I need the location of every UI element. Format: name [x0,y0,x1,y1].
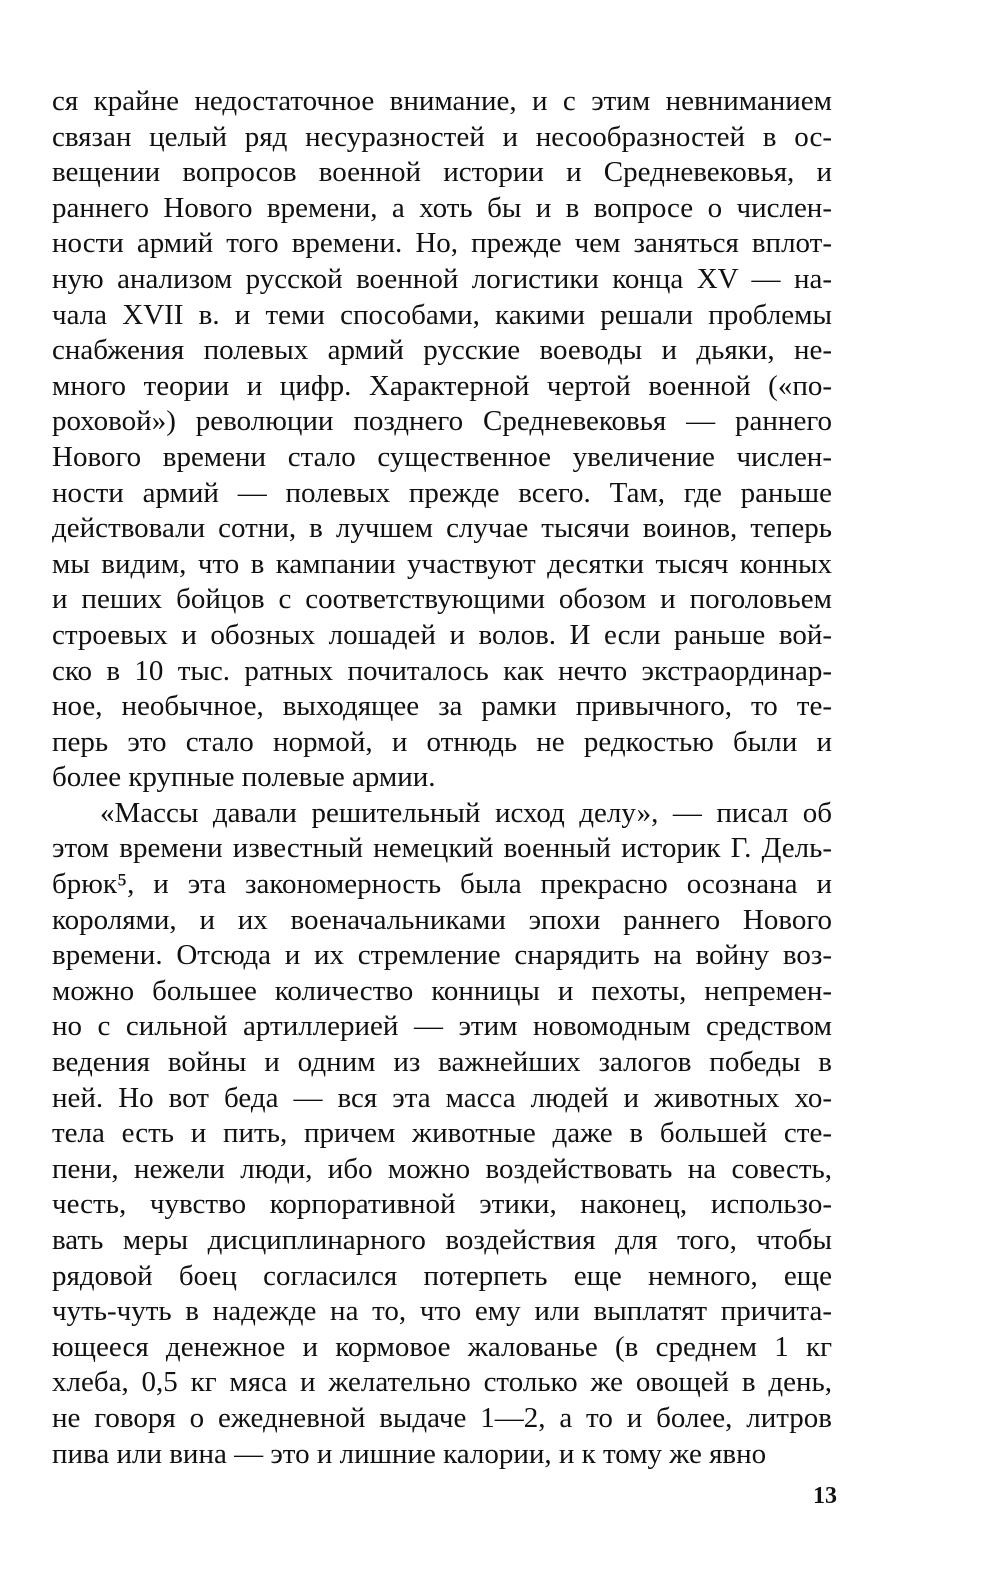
text-line: ности армий того времени. Но, прежде чем заняться вплот- [52,227,832,260]
paragraph [52,84,832,796]
text-line: снабжения полевых армий русские воеводы и дьяки, не- [52,334,832,367]
text-line: раннего Нового времени, а хоть бы и в вопросе о числен- [52,191,832,224]
text-line: ное, необычное, выходящее за рамки привычного, то те- [52,690,832,723]
text-line: пени, нежели люди, ибо можно воздействовать на совесть, [52,1152,832,1185]
text-line: связан целый ряд несуразностей и несообразностей в ос- [52,120,832,153]
text-line: мы видим, что в кампании участвуют десятки тысяч конных [52,547,832,580]
text-line: королями, и их военачальниками эпохи раннего Нового [52,903,832,936]
text-line: хлеба, 0,5 кг мяса и желательно столько же овощей в день, [52,1366,832,1399]
text-line: ско в 10 тыс. ратных почиталось как нечто экстраординар- [52,654,832,687]
text-line: рядовой боец согласился потерпеть еще немного, еще [52,1259,832,1292]
text-line: действовали сотни, в лучшем случае тысячи воинов, теперь [52,512,832,545]
text-line: ведения войны и одним из важнейших залогов победы в [52,1046,832,1079]
text-line: много теории и цифр. Характерной чертой военной («по- [52,369,832,402]
text-line: ности армий — полевых прежде всего. Там, где раньше [52,476,832,509]
text-line: и пеших бойцов с соответствующими обозом и поголовьем [52,583,832,616]
text-line: вещении вопросов военной истории и Средневековья, и [52,156,832,189]
text-line: времени. Отсюда и их стремление снарядить на войну воз- [52,939,832,972]
page-number: 13 [813,1483,837,1509]
text-line: брюк⁵, и эта закономерность была прекрасно осознана и [52,868,832,901]
text-line: вать меры дисциплинарного воздействия для того, чтобы [52,1224,832,1256]
text-line: не говоря о ежедневной выдаче 1—2, а то и более, литров [52,1401,832,1434]
text-line: пива или вина — это и лишние калории, и к тому же явно [52,1437,767,1470]
text-line: ющееся денежное и кормовое жалованье (в среднем 1 кг [52,1330,832,1363]
text-line: «Массы давали решительный исход делу», — писал об [100,796,832,829]
text-line: ся крайне недостаточное внимание, и с этим невниманием [52,85,832,117]
text-line: более крупные полевые армии. [52,761,436,794]
paragraph [52,796,832,1472]
body-text [52,84,832,1472]
text-line: Нового времени стало существенное увеличение числен- [52,440,832,473]
text-line: честь, чувство корпоративной этики, наконец, использо- [52,1188,832,1221]
text-line: можно большее количество конницы и пехоты, непремен- [52,974,832,1007]
text-line: чуть-чуть в надежде на то, что ему или выплатят причита- [52,1295,832,1328]
text-line: но с сильной артиллерией — этим новомодным средством [52,1010,832,1043]
text-line: этом времени известный немецкий военный историк Г. Дель- [52,832,832,865]
text-line: тела есть и пить, причем животные даже в большей сте- [52,1117,832,1150]
text-line: чала XVII в. и теми способами, какими решали проблемы [52,298,832,331]
text-line: перь это стало нормой, и отнюдь не редкостью были и [52,725,832,758]
text-line: ную анализом русской военной логистики конца XV — на- [52,262,832,295]
text-line: строевых и обозных лошадей и волов. И если раньше вой- [52,618,832,651]
text-line: ней. Но вот беда — вся эта масса людей и животных хо- [52,1081,832,1114]
text-line: роховой») революции позднего Средневековья — раннего [52,405,832,438]
